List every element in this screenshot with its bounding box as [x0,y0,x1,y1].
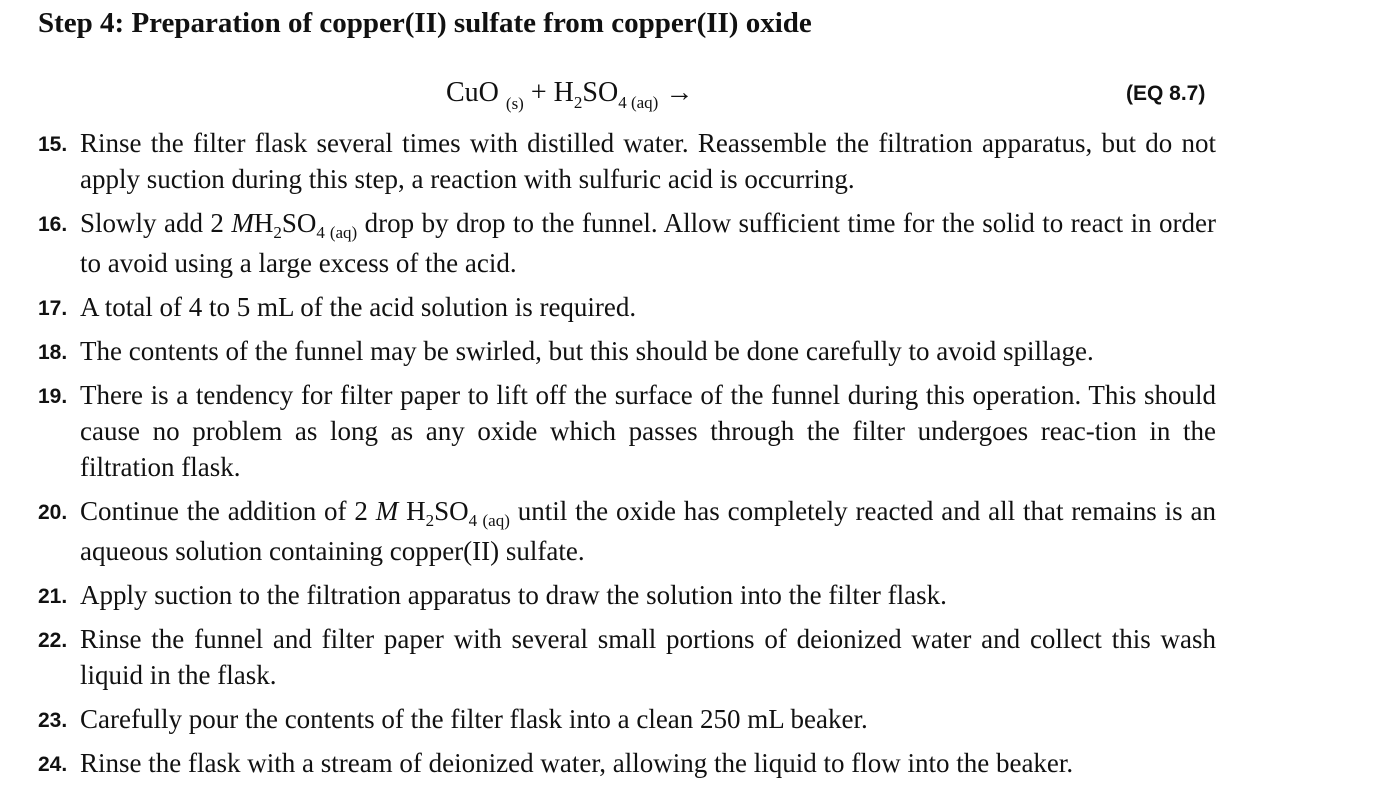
step-text: There is a tendency for filter paper to lift off the surface of the funnel during this operation. This should cause no problem as long as any oxide which passes through the filter undergoes reac-tion in the filtration flask. [80,380,1216,482]
step-number: 23. [38,709,68,732]
step-text: Slowly add 2 [80,208,232,238]
formula-state: 4 (aq) [316,223,358,242]
formula-so: SO [434,496,469,526]
step-24 [38,745,1216,781]
step-23 [38,701,1216,737]
procedure-steps [38,125,1216,789]
reactant-cuo-state: (s) [505,94,524,113]
step-number: 20. [38,501,68,524]
formula-so: SO [281,208,317,238]
section-heading: Step 4: Preparation of copper(II) sulfate from copper(II) oxide [38,7,812,39]
step-number: 24. [38,753,68,776]
step-19 [38,377,1216,485]
chemical-equation [0,74,1394,114]
step-21 [38,577,1216,613]
step-text-continued: until the oxide has completely reacted and all that remains is an aqueous solution containing copper(II) sulfate. [80,496,1216,566]
step-text: The contents of the funnel may be swirled, but this should be done carefully to avoid spillage. [80,336,1094,366]
formula-h: H [398,496,426,526]
step-number: 17. [38,297,68,320]
formula-state: 4 (aq) [468,511,510,530]
step-number: 21. [38,585,68,608]
equation-label: (EQ 8.7) [1126,82,1206,105]
reaction-arrow: → [665,77,694,108]
step-17 [38,289,1216,325]
formula-h-subscript: 2 [425,511,435,530]
step-number: 16. [38,213,68,236]
reactant-acid-so: SO [582,77,619,108]
step-number: 22. [38,629,68,652]
step-text: Carefully pour the contents of the filter flask into a clean 250 mL beaker. [80,704,868,734]
reactant-acid-state: 4 (aq) [618,93,659,112]
plus-sign: + [530,77,547,108]
step-text: A total of 4 to 5 mL of the acid solution is required. [80,292,637,322]
molarity-symbol: M [231,208,254,238]
step-text: Rinse the filter flask several times with distilled water. Reassemble the filtration apparatus, but do not apply suction during this step, a reaction with sulfuric acid is occurring. [80,128,1216,194]
formula-h-subscript: 2 [273,223,282,242]
molarity-symbol: M [375,496,399,526]
step-text: Rinse the funnel and filter paper with several small portions of deionized water and collect this wash liquid in the flask. [80,624,1216,690]
step-text: Rinse the flask with a stream of deionized water, allowing the liquid to flow into the beaker. [80,748,1074,778]
step-text: Continue the addition of 2 [80,496,376,526]
step-number: 19. [38,385,68,408]
step-16 [38,205,1216,281]
step-20 [38,493,1216,569]
step-number: 18. [38,341,68,364]
step-22 [38,621,1216,693]
step-text-continued: drop by drop to the funnel. Allow sufficient time for the solid to react in order to avoid using a large excess of the acid. [80,208,1216,278]
reactant-acid-h: H [553,77,574,108]
reactant-acid-h-subscript: 2 [573,93,583,112]
equation-expression [446,74,693,115]
step-15 [38,125,1216,197]
reactant-cuo: CuO [446,77,499,108]
formula-h: H [253,208,274,238]
step-18 [38,333,1216,369]
step-number: 15. [38,133,68,156]
step-text: Apply suction to the filtration apparatus to draw the solution into the filter flask. [80,580,947,610]
